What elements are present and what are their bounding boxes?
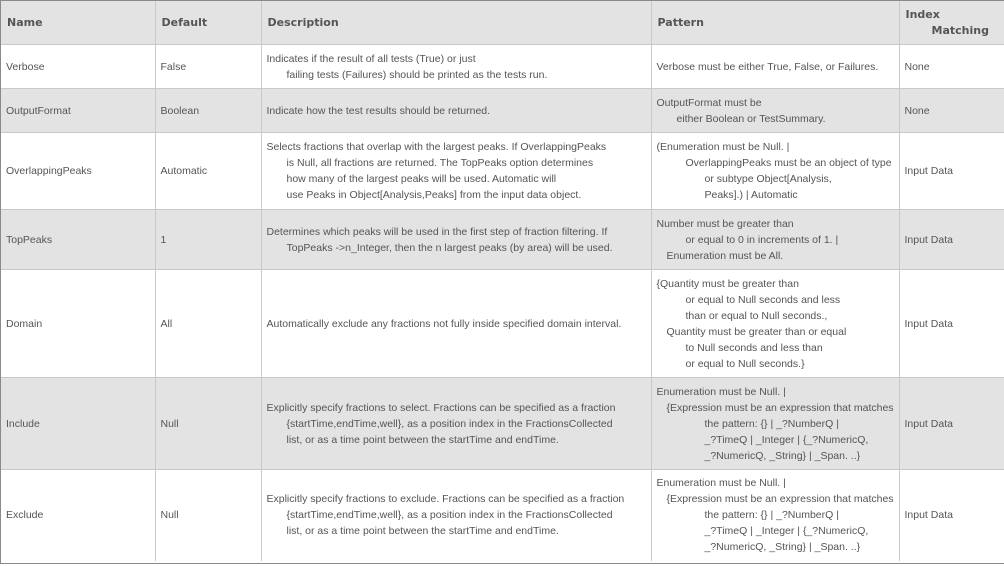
description-line: how many of the largest peaks will be used. Automatic will xyxy=(286,173,557,185)
pattern-line: the pattern: {} | _?NumberQ | xyxy=(704,509,839,522)
cell-pattern xyxy=(651,470,899,561)
cell-pattern xyxy=(651,378,899,470)
description-line: list, or as a time point between the startTime and endTime. xyxy=(286,433,559,446)
table-row xyxy=(1,45,1004,89)
pattern-line: OverlappingPeaks must be an object of type xyxy=(685,157,892,169)
table-row xyxy=(1,133,1004,210)
cell-index-matching: Input Data xyxy=(899,210,1004,270)
table-row xyxy=(1,89,1004,133)
cell-description xyxy=(261,89,651,133)
cell-index-matching: None xyxy=(899,89,1004,133)
header-index-line1: Index xyxy=(905,7,940,21)
cell-description xyxy=(261,133,651,210)
cell-name: Include xyxy=(1,378,155,470)
cell-description xyxy=(261,378,651,470)
cell-default: Boolean xyxy=(155,89,261,133)
pattern-line: _?TimeQ | _Integer | {_?NumericQ, xyxy=(704,433,869,446)
description-line: Automatically exclude any fractions not fully inside specified domain interval. xyxy=(266,317,622,330)
cell-description xyxy=(261,210,651,270)
description-line: Indicate how the test results should be returned. xyxy=(266,104,491,117)
cell-index-matching: Input Data xyxy=(899,470,1004,561)
description-line: {startTime,endTime,well}, as a position index in the FractionsCollected xyxy=(286,417,613,430)
pattern-line: {Quantity must be greater than xyxy=(656,277,799,290)
description-line: list, or as a time point between the startTime and endTime. xyxy=(286,525,559,538)
cell-default: False xyxy=(155,45,261,89)
pattern-line: Enumeration must be Null. | xyxy=(656,477,786,490)
pattern-line: the pattern: {} | _?NumberQ | xyxy=(704,417,839,430)
header-index-line2: Matching xyxy=(931,23,989,37)
cell-index-matching: Input Data xyxy=(899,378,1004,470)
cell-default: Null xyxy=(155,470,261,561)
cell-pattern xyxy=(651,270,899,378)
description-line: {startTime,endTime,well}, as a position index in the FractionsCollected xyxy=(286,509,613,522)
cell-pattern xyxy=(651,45,899,89)
pattern-line: to Null seconds and less than xyxy=(685,341,823,354)
pattern-line: Enumeration must be All. xyxy=(666,249,784,262)
pattern-line: _?TimeQ | _Integer | {_?NumericQ, xyxy=(704,525,869,538)
pattern-line: (Enumeration must be Null. | xyxy=(656,141,790,153)
table-row xyxy=(1,470,1004,561)
cell-default: All xyxy=(155,270,261,378)
description-line: Indicates if the result of all tests (True) or just xyxy=(266,52,476,65)
cell-default: Null xyxy=(155,378,261,470)
cell-name: Domain xyxy=(1,270,155,378)
header-row xyxy=(1,1,1004,45)
description-line: Determines which peaks will be used in the first step of fraction filtering. If xyxy=(266,225,608,238)
cell-name: Verbose xyxy=(1,45,155,89)
header-default: Default xyxy=(155,1,261,45)
pattern-line: or equal to 0 in increments of 1. | xyxy=(685,233,839,246)
cell-index-matching: Input Data xyxy=(899,133,1004,210)
cell-description xyxy=(261,45,651,89)
cell-name: Exclude xyxy=(1,470,155,561)
header-index-matching xyxy=(899,1,1004,45)
description-line: TopPeaks ->n_Integer, then the n largest peaks (by area) will be used. xyxy=(286,241,613,254)
pattern-line: than or equal to Null seconds., xyxy=(685,309,828,322)
pattern-line: or subtype Object[Analysis, xyxy=(704,173,832,185)
cell-default: Automatic xyxy=(155,133,261,210)
pattern-line: _?NumericQ, _String} | _Span. ..} xyxy=(704,449,861,462)
pattern-line: {Expression must be an expression that matches xyxy=(666,493,894,506)
pattern-line: either Boolean or TestSummary. xyxy=(676,112,826,125)
cell-pattern xyxy=(651,89,899,133)
description-line: is Null, all fractions are returned. The TopPeaks option determines xyxy=(286,157,594,169)
description-line: Explicitly specify fractions to select. Fractions can be specified as a fraction xyxy=(266,401,616,414)
cell-name: OverlappingPeaks xyxy=(1,133,155,210)
cell-pattern xyxy=(651,133,899,210)
cell-index-matching: None xyxy=(899,45,1004,89)
header-pattern: Pattern xyxy=(651,1,899,45)
cell-description xyxy=(261,270,651,378)
cell-description xyxy=(261,470,651,561)
description-line: use Peaks in Object[Analysis,Peaks] from the input data object. xyxy=(286,189,582,201)
pattern-line: OutputFormat must be xyxy=(656,96,762,109)
description-line: Explicitly specify fractions to exclude. Fractions can be specified as a fraction xyxy=(266,493,625,506)
pattern-line: Verbose must be either True, False, or Failures. xyxy=(656,60,879,73)
pattern-line: _?NumericQ, _String} | _Span. ..} xyxy=(704,541,861,554)
cell-name: OutputFormat xyxy=(1,89,155,133)
cell-index-matching: Input Data xyxy=(899,270,1004,378)
options-table xyxy=(1,1,1004,561)
pattern-line: Number must be greater than xyxy=(656,217,794,230)
header-name: Name xyxy=(1,1,155,45)
pattern-line: Quantity must be greater than or equal xyxy=(666,325,847,338)
table-row xyxy=(1,378,1004,470)
table-row xyxy=(1,210,1004,270)
cell-default: 1 xyxy=(155,210,261,270)
pattern-line: {Expression must be an expression that matches xyxy=(666,401,894,414)
description-line: Selects fractions that overlap with the largest peaks. If OverlappingPeaks xyxy=(266,141,607,153)
pattern-line: or equal to Null seconds and less xyxy=(685,293,841,306)
pattern-line: Peaks].) | Automatic xyxy=(704,189,798,201)
header-description: Description xyxy=(261,1,651,45)
cell-pattern xyxy=(651,210,899,270)
pattern-line: or equal to Null seconds.} xyxy=(685,357,805,370)
pattern-line: Enumeration must be Null. | xyxy=(656,385,786,398)
table-row xyxy=(1,270,1004,378)
description-line: failing tests (Failures) should be printed as the tests run. xyxy=(286,68,548,81)
cell-name: TopPeaks xyxy=(1,210,155,270)
